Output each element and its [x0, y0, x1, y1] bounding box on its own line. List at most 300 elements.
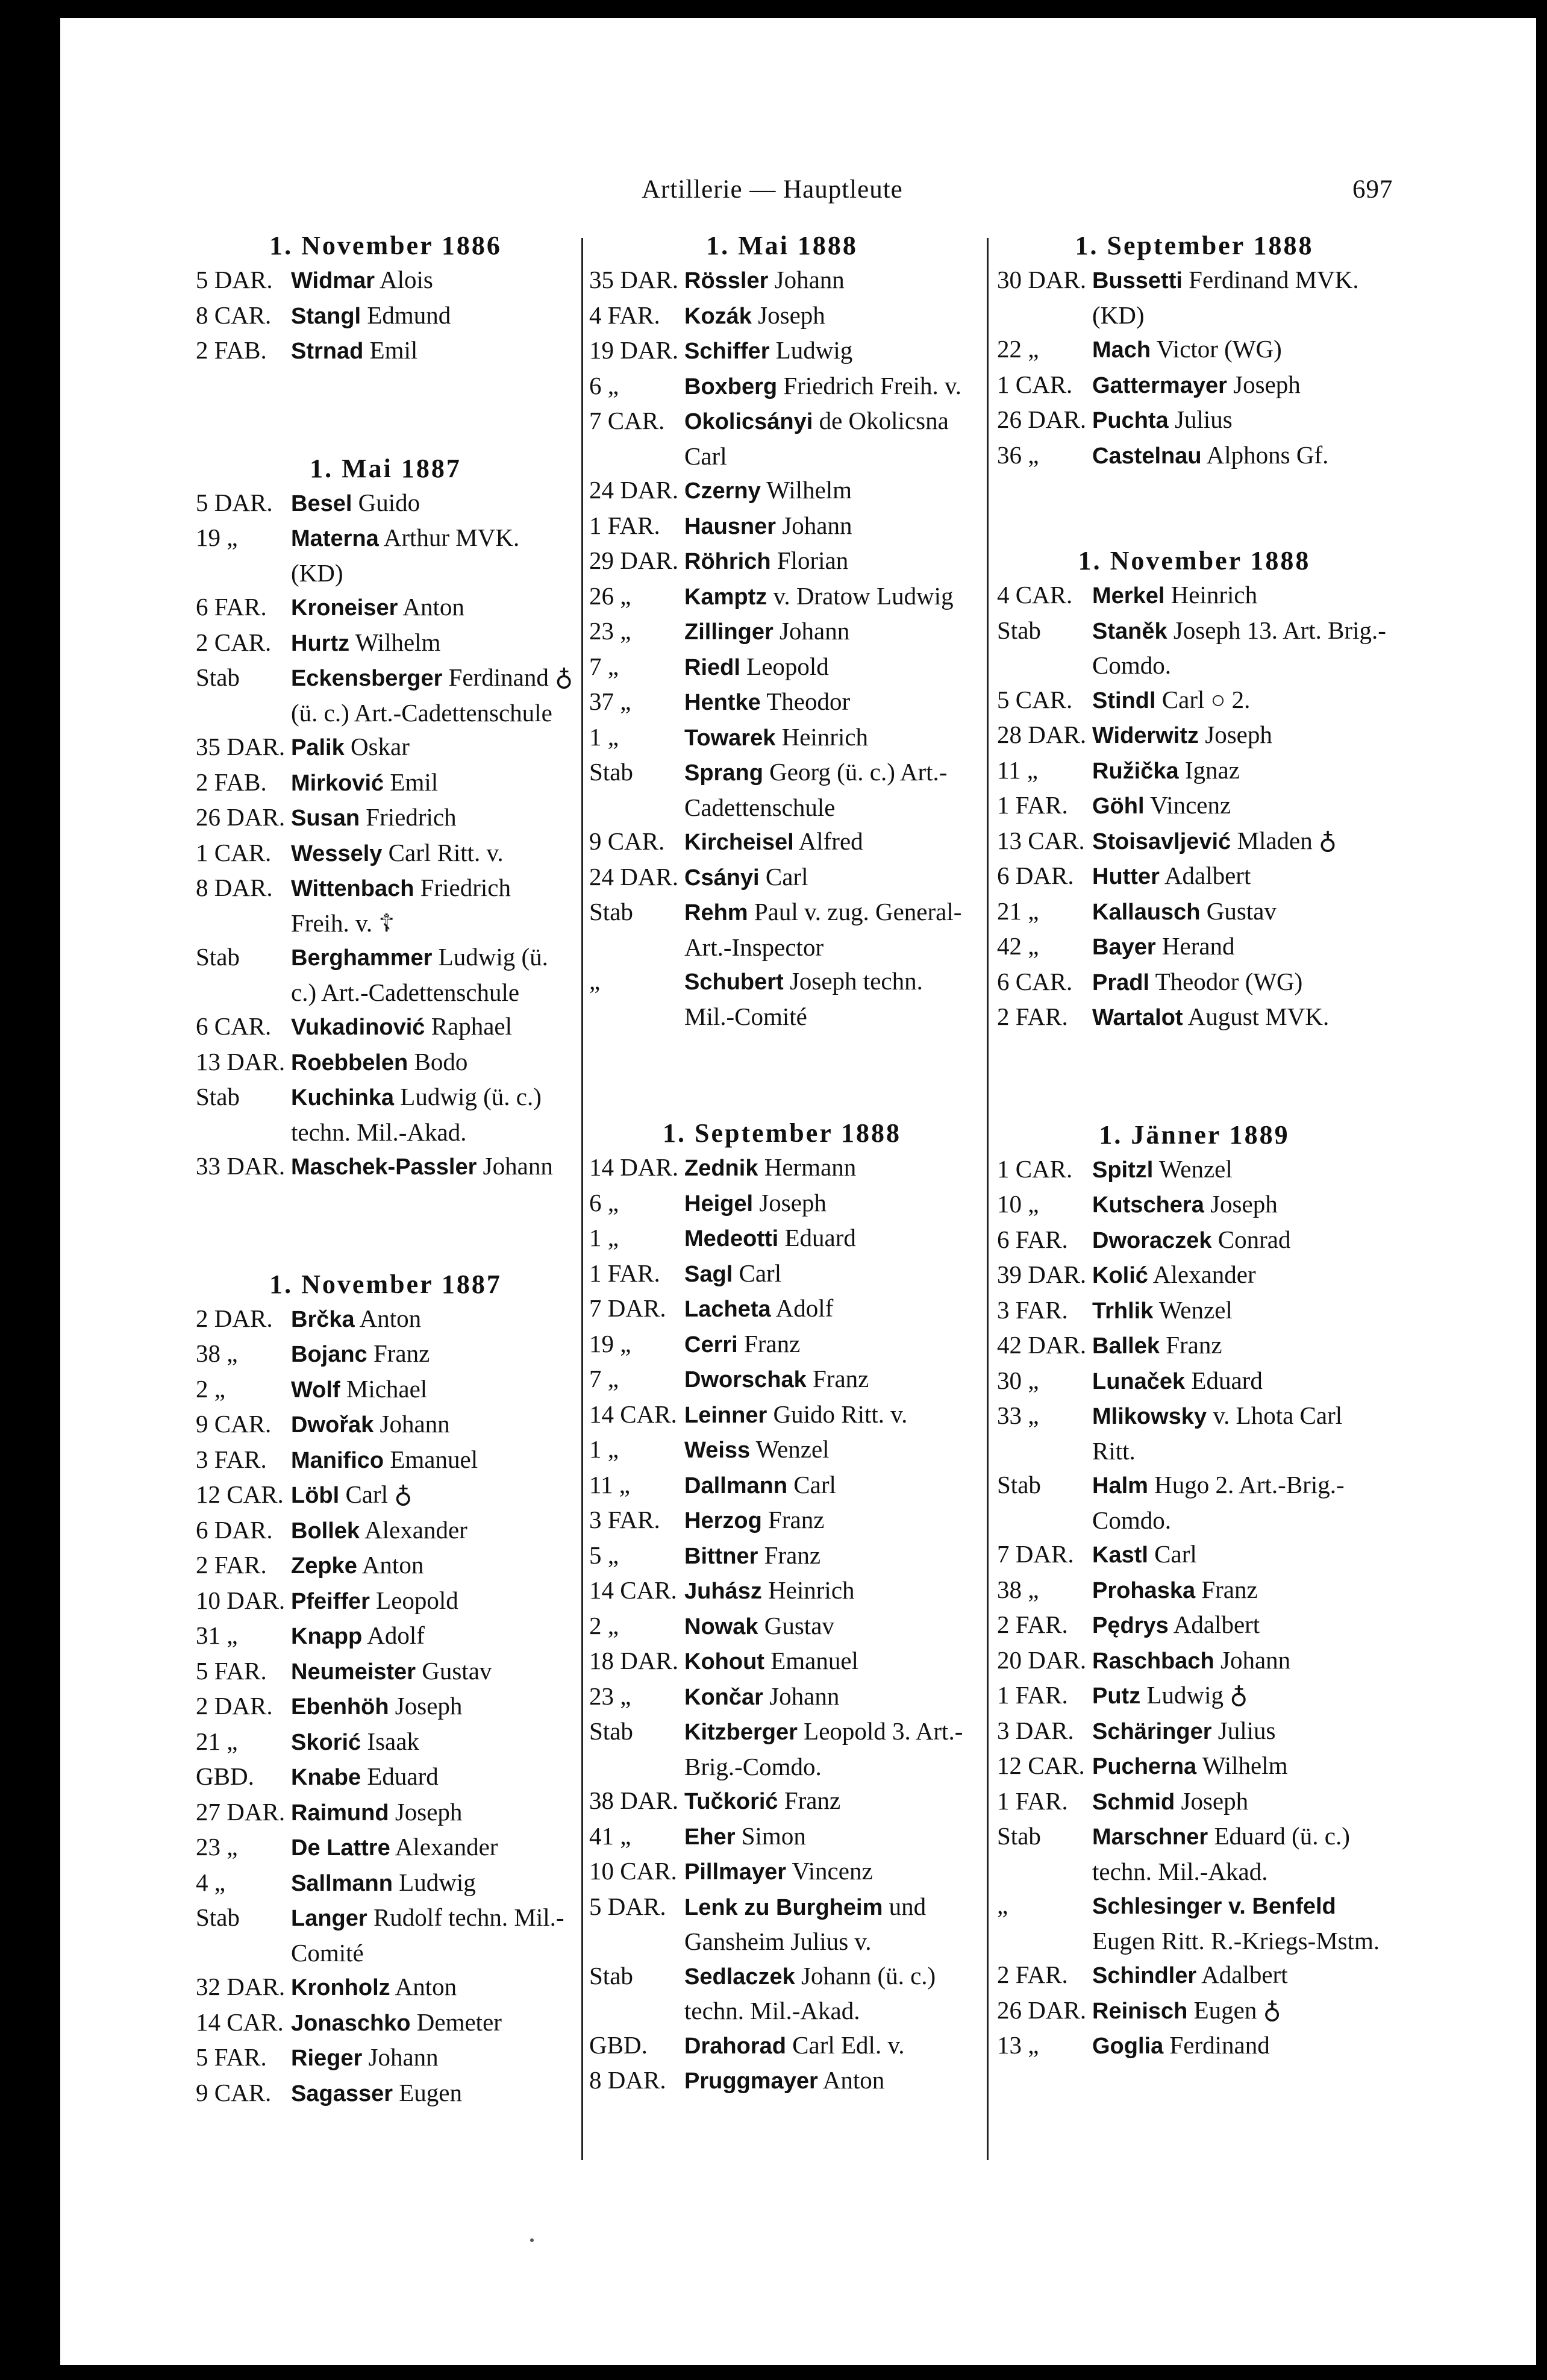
section-heading: 1. November 1888	[1078, 546, 1311, 575]
entry-given-name: Franz	[373, 1339, 430, 1367]
entry-surname: Eckensberger	[291, 666, 443, 691]
entry-list	[196, 263, 575, 369]
entry-text	[684, 404, 975, 473]
entry-unit: 23 „	[589, 1682, 631, 1710]
entry-text	[291, 1513, 575, 1549]
entry-surname: Schlesinger v. Benfeld	[1092, 1894, 1336, 1919]
entry-surname: Langer	[291, 1906, 367, 1931]
entry-text	[291, 486, 575, 521]
roster-entry	[196, 1045, 575, 1080]
entry-text	[291, 1654, 575, 1689]
entry-unit: 1 FAR.	[997, 1787, 1068, 1815]
entry-given-name: Adalbert	[1164, 862, 1251, 889]
entry-given-name: Leopold 3. Art.-Brig.-Comdo.	[684, 1717, 963, 1780]
roster-entry	[196, 1149, 575, 1185]
entry-text	[1092, 1714, 1392, 1749]
entry-given-name: Mladen ♁	[1237, 826, 1337, 854]
entry-text	[1092, 438, 1392, 474]
entry-given-name: Heinrich	[768, 1576, 855, 1604]
entry-unit: 2 FAR.	[196, 1551, 267, 1579]
roster-entry	[589, 1890, 975, 1959]
roster-entry	[196, 2040, 575, 2076]
entry-text	[291, 333, 575, 369]
entry-unit: 2 DAR.	[196, 1692, 273, 1720]
entry-given-name: Gustav	[764, 1611, 834, 1639]
entry-unit: 4 FAR.	[589, 301, 660, 329]
entry-text	[684, 509, 975, 544]
entry-given-name: Joseph	[759, 1188, 827, 1217]
roster-entry	[997, 1223, 1392, 1258]
roster-entry	[589, 1819, 975, 1855]
entry-text	[1092, 368, 1392, 403]
entry-text	[684, 298, 975, 334]
entry-text	[1092, 1398, 1392, 1468]
roster-entry	[196, 1477, 575, 1513]
entry-given-name: Wenzel	[755, 1435, 830, 1463]
entry-surname: Knapp	[291, 1624, 363, 1649]
entry-text	[1092, 1000, 1392, 1035]
entry-unit: 19 „	[196, 524, 238, 551]
entry-text	[684, 1186, 975, 1221]
entry-given-name: Friedrich	[366, 803, 457, 831]
roster-entry	[997, 1993, 1392, 2029]
entry-text	[291, 1759, 575, 1795]
roster-entry	[589, 824, 975, 860]
entry-given-name: Bodo	[414, 1047, 468, 1076]
entry-given-name: Johann	[782, 511, 852, 539]
entry-text	[684, 1327, 975, 1362]
entry-given-name: Johann	[780, 617, 850, 645]
entry-unit: 24 DAR.	[589, 476, 679, 504]
entry-unit: Stab	[997, 616, 1041, 644]
roster-entry	[196, 836, 575, 871]
roster-entry	[997, 788, 1392, 824]
entry-given-name: Ferdinand ♁ (ü. c.) Art.-Cadettenschule	[291, 663, 573, 727]
entry-given-name: Ludwig (ü. c.) techn. Mil.-Akad.	[291, 1083, 542, 1146]
roster-entry	[589, 650, 975, 685]
roster-entry	[997, 1537, 1392, 1573]
entry-text	[684, 684, 975, 720]
entry-text	[1092, 1257, 1392, 1293]
entry-unit: 23 „	[589, 617, 631, 645]
entry-surname: Prohaska	[1092, 1577, 1196, 1603]
entry-unit: 3 FAR.	[196, 1445, 267, 1473]
entry-given-name: Joseph	[1205, 721, 1272, 748]
entry-surname: Bayer	[1092, 935, 1156, 960]
entry-unit: 5 DAR.	[589, 1892, 666, 1920]
entry-given-name: Eduard	[367, 1762, 439, 1790]
roster-entry	[196, 521, 575, 590]
entry-unit: 33 „	[997, 1401, 1039, 1429]
entry-unit: 5 CAR.	[997, 685, 1073, 713]
roster-entry	[589, 509, 975, 544]
entry-given-name: Eduard	[1191, 1366, 1263, 1394]
entry-unit: 42 „	[997, 932, 1039, 960]
entry-unit: 9 CAR.	[196, 2078, 272, 2106]
entry-unit: GBD.	[589, 2031, 648, 2059]
entry-given-name: Vincenz	[792, 1857, 873, 1885]
entry-given-name: Emil	[390, 768, 439, 796]
entry-text	[291, 1970, 575, 2005]
entry-surname: De Lattre	[291, 1835, 390, 1861]
entry-list	[589, 263, 975, 1033]
section-heading: 1. November 1886	[269, 231, 502, 260]
entry-surname: Schubert	[684, 969, 784, 995]
roster-entry	[196, 1830, 575, 1865]
section-heading: 1. Jänner 1889	[1099, 1120, 1290, 1150]
section-heading: 1. September 1888	[1075, 231, 1314, 260]
entry-text	[1092, 965, 1392, 1000]
entry-unit: 2 „	[196, 1374, 225, 1403]
entry-unit: 1 FAR.	[589, 1259, 660, 1287]
column-2	[589, 229, 975, 2099]
roster-entry	[997, 965, 1392, 1000]
entry-unit: 7 „	[589, 1365, 619, 1392]
entry-given-name: Gustav	[1206, 897, 1277, 925]
entry-surname: Kircheisel	[684, 830, 794, 855]
entry-unit: 24 DAR.	[589, 862, 679, 891]
entry-text	[684, 1679, 975, 1715]
entry-surname: Tučkorić	[684, 1789, 778, 1814]
entry-text	[684, 1573, 975, 1609]
entry-unit: 2 CAR.	[196, 628, 272, 656]
section-heading: 1. Mai 1888	[706, 231, 858, 260]
entry-surname: Stindl	[1092, 687, 1156, 713]
roster-entry	[997, 1364, 1392, 1399]
entry-surname: Manifico	[291, 1447, 384, 1473]
roster-entry	[997, 402, 1392, 438]
entry-text	[1092, 1784, 1392, 1820]
entry-unit: 28 DAR.	[997, 721, 1087, 748]
entry-unit: 38 „	[997, 1575, 1039, 1603]
entry-surname: Skorić	[291, 1729, 361, 1755]
entry-text	[1092, 1608, 1392, 1643]
entry-surname: Neumeister	[291, 1659, 416, 1685]
roster-entry	[589, 895, 975, 964]
entry-text	[684, 824, 975, 860]
entry-unit: Stab	[589, 758, 633, 786]
entry-unit: 29 DAR.	[589, 546, 679, 574]
entry-surname: Zepke	[291, 1553, 357, 1579]
roster-entry	[196, 590, 575, 625]
entry-surname: Herzog	[684, 1508, 762, 1533]
roster-entry	[997, 1398, 1392, 1468]
entry-given-name: Gustav	[422, 1656, 492, 1685]
roster-entry	[589, 964, 975, 1033]
entry-unit: 30 DAR.	[997, 266, 1087, 293]
entry-text	[291, 1795, 575, 1830]
entry-unit: 3 FAR.	[997, 1295, 1068, 1324]
roster-entry	[997, 578, 1392, 613]
entry-given-name: Franz	[743, 1329, 801, 1358]
roster-entry	[997, 1328, 1392, 1364]
entry-given-name: Friedrich Freih. v. ☦	[291, 874, 511, 937]
entry-given-name: Heinrich	[781, 722, 869, 751]
roster-entry	[196, 800, 575, 836]
entry-surname: Berghammer	[291, 945, 433, 971]
column-1	[196, 229, 575, 2111]
entry-unit: 14 DAR.	[589, 1153, 679, 1181]
entry-given-name: Arthur MVK. (KD)	[291, 524, 520, 587]
entry-unit: Stab	[997, 1822, 1041, 1850]
entry-unit: 9 CAR.	[589, 827, 665, 855]
entry-text	[291, 800, 575, 836]
entry-unit: 21 „	[997, 897, 1039, 925]
entry-given-name: Conrad	[1217, 1225, 1291, 1253]
entry-text	[1092, 1364, 1392, 1399]
entry-surname: Sedlaczek	[684, 1964, 795, 1990]
entry-surname: Csányi	[684, 865, 760, 891]
roster-entry	[589, 684, 975, 720]
entry-given-name: Oskar	[350, 733, 410, 760]
roster-entry	[196, 1759, 575, 1795]
entry-given-name: Guido Ritt. v.	[773, 1400, 908, 1428]
entry-text	[684, 1783, 975, 1819]
roster-entry	[997, 859, 1392, 894]
entry-surname: Sprang	[684, 760, 763, 786]
entry-unit: 8 DAR.	[589, 2066, 666, 2094]
entry-surname: Juhász	[684, 1579, 762, 1604]
entry-text	[291, 871, 575, 940]
roster-entry	[589, 333, 975, 369]
entry-text	[684, 1291, 975, 1327]
entry-text	[684, 1538, 975, 1574]
entry-given-name: Carl	[793, 1470, 836, 1498]
entry-surname: Hurtz	[291, 630, 350, 656]
entry-given-name: Wilhelm	[1202, 1752, 1288, 1779]
entry-text	[684, 720, 975, 756]
entry-unit: 6 FAR.	[997, 1225, 1068, 1253]
roster-entry	[196, 730, 575, 765]
entry-given-name: Edmund	[367, 301, 451, 329]
entry-surname: Rehm	[684, 900, 748, 925]
entry-given-name: Herand	[1161, 932, 1235, 960]
entry-text	[1092, 2028, 1392, 2064]
entry-given-name: Isaak	[367, 1727, 419, 1755]
entry-text	[684, 543, 975, 579]
entry-unit: 11 „	[589, 1470, 630, 1498]
entry-surname: Röhrich	[684, 549, 771, 574]
entry-text	[684, 1256, 975, 1292]
entry-unit: 26 DAR.	[997, 1996, 1087, 2024]
entry-surname: Raschbach	[1092, 1648, 1214, 1674]
entry-surname: Bojanc	[291, 1342, 367, 1367]
entry-text	[1092, 1993, 1392, 2029]
entry-surname: Gattermayer	[1092, 372, 1227, 398]
entry-unit: 6 DAR.	[997, 862, 1074, 889]
entry-unit: Stab	[196, 1083, 240, 1110]
entry-surname: Roebbelen	[291, 1050, 408, 1076]
roster-entry	[589, 2063, 975, 2099]
entry-given-name: Joseph 13. Art. Brig.-Comdo.	[1092, 616, 1386, 679]
roster-entry	[196, 1583, 575, 1619]
entry-given-name: Alexander	[364, 1515, 467, 1544]
entry-unit: 4 „	[196, 1868, 225, 1896]
entry-surname: Wessely	[291, 841, 383, 866]
entry-surname: Kohout	[684, 1649, 764, 1674]
roster-entry	[196, 1970, 575, 2005]
entry-text	[1092, 1888, 1392, 1958]
entry-surname: Kozák	[684, 303, 752, 329]
column-divider	[987, 238, 989, 2160]
roster-entry	[196, 2076, 575, 2111]
roster-entry	[589, 1327, 975, 1362]
entry-unit: 20 DAR.	[997, 1646, 1087, 1674]
entry-surname: Dworaczek	[1092, 1227, 1212, 1253]
entry-unit: 2 FAR.	[997, 1961, 1068, 1988]
entry-given-name: Leopold	[376, 1586, 458, 1614]
roster-entry	[589, 1256, 975, 1292]
roster-entry	[589, 1150, 975, 1186]
entry-unit: 27 DAR.	[196, 1797, 286, 1826]
entry-surname: Halm	[1092, 1473, 1148, 1498]
entry-given-name: Joseph techn. Mil.-Comité	[684, 967, 923, 1030]
entry-given-name: Carl Edl. v.	[792, 2031, 905, 2059]
entry-given-name: Joseph	[758, 301, 825, 329]
entry-unit: 38 „	[196, 1339, 238, 1367]
entry-surname: Lunaček	[1092, 1368, 1186, 1394]
entry-given-name: Wenzel	[1158, 1295, 1233, 1324]
entry-text	[291, 263, 575, 298]
entry-unit: 21 „	[196, 1727, 238, 1755]
entry-unit: 6 FAR.	[196, 593, 267, 621]
entry-unit: 6 DAR.	[196, 1515, 273, 1544]
entry-text	[291, 1080, 575, 1149]
entry-text	[291, 521, 575, 590]
roster-entry	[196, 1689, 575, 1724]
roster-entry	[589, 1503, 975, 1538]
entry-unit: „	[589, 967, 601, 995]
entry-text	[291, 1407, 575, 1442]
roster-entry	[997, 1714, 1392, 1749]
roster-entry	[997, 1643, 1392, 1679]
entry-text	[684, 1397, 975, 1433]
entry-surname: Heigel	[684, 1191, 754, 1217]
entry-unit: 41 „	[589, 1821, 631, 1850]
scan-speck	[530, 2238, 534, 2242]
entry-surname: Pfeiffer	[291, 1588, 370, 1614]
entry-given-name: Theodor	[766, 687, 851, 715]
roster-entry	[997, 332, 1392, 368]
section-heading: 1. Mai 1887	[310, 453, 461, 483]
entry-given-name: Franz	[764, 1541, 821, 1569]
roster-entry	[997, 894, 1392, 930]
entry-text	[684, 263, 975, 298]
entry-text	[291, 2076, 575, 2111]
roster-entry	[997, 1257, 1392, 1293]
book-binding-edge	[0, 0, 60, 2380]
entry-unit: 6 „	[589, 371, 619, 399]
entry-surname: Reinisch	[1092, 1998, 1188, 2024]
entry-given-name: Ignaz	[1184, 756, 1240, 784]
entry-given-name: Eugen ♁	[1193, 1996, 1281, 2024]
entry-given-name: Ludwig ♁	[1146, 1681, 1248, 1709]
roster-entry	[997, 1468, 1392, 1537]
roster-entry	[589, 1221, 975, 1256]
entry-unit: 5 DAR.	[196, 266, 273, 293]
entry-surname: Brčka	[291, 1306, 355, 1332]
entry-unit: 38 DAR.	[589, 1787, 679, 1814]
entry-unit: 1 CAR.	[997, 1154, 1073, 1183]
roster-entry	[589, 1397, 975, 1433]
entry-unit: 2 FAR.	[997, 1611, 1068, 1638]
entry-given-name: Franz	[784, 1787, 841, 1814]
entry-given-name: Leopold	[746, 652, 829, 680]
roster-entry	[589, 1573, 975, 1609]
entry-unit: 1 FAR.	[589, 511, 660, 539]
entry-unit: 6 „	[589, 1188, 619, 1217]
entry-unit: 9 CAR.	[196, 1410, 272, 1438]
entry-unit: 5 FAR.	[196, 1656, 267, 1685]
entry-given-name: Alexander	[1152, 1260, 1256, 1288]
entry-given-name: Emil	[369, 336, 418, 364]
entry-surname: Okolicsányi	[684, 409, 813, 434]
entry-surname: Wartalot	[1092, 1005, 1183, 1030]
entry-given-name: Joseph	[1210, 1190, 1278, 1218]
section-heading: 1. September 1888	[662, 1118, 902, 1148]
section-heading: 1. November 1887	[269, 1269, 502, 1299]
entry-surname: Lacheta	[684, 1297, 771, 1322]
entry-given-name: Hermann	[764, 1153, 857, 1181]
entry-unit: 13 CAR.	[997, 826, 1085, 854]
entry-given-name: Joseph	[1233, 370, 1301, 398]
entry-unit: 31 „	[196, 1621, 238, 1649]
entry-unit: 2 FAR.	[997, 1003, 1068, 1030]
entry-unit: 35 DAR.	[196, 733, 286, 760]
entry-text	[1092, 1223, 1392, 1258]
entry-given-name: v. Lhota Carl Ritt.	[1092, 1401, 1343, 1465]
entry-surname: Towarek	[684, 725, 776, 751]
entry-unit: 1 FAR.	[997, 1681, 1068, 1709]
roster-entry	[196, 1442, 575, 1478]
entry-given-name: Franz	[1166, 1331, 1222, 1359]
roster-entry	[196, 1900, 575, 1970]
roster-entry	[589, 1468, 975, 1503]
roster-entry	[997, 1749, 1392, 1784]
entry-text	[1092, 1537, 1392, 1573]
entry-text	[1092, 718, 1392, 753]
roster-entry	[589, 1432, 975, 1468]
entry-surname: Dallmann	[684, 1473, 788, 1498]
roster-entry	[589, 2028, 975, 2064]
entry-surname: Castelnau	[1092, 443, 1202, 469]
entry-surname: Boxberg	[684, 374, 778, 399]
roster-entry	[196, 298, 575, 334]
entry-list	[997, 263, 1392, 473]
entry-surname: Riedl	[684, 654, 740, 680]
entry-surname: Kallausch	[1092, 899, 1201, 925]
entry-unit: Stab	[997, 1471, 1041, 1498]
entry-given-name: Carl	[739, 1259, 782, 1287]
entry-unit: 2 DAR.	[196, 1304, 273, 1332]
entry-text	[684, 614, 975, 650]
entry-unit: 1 „	[589, 722, 619, 751]
entry-unit: 10 DAR.	[196, 1586, 286, 1614]
entry-text	[291, 2040, 575, 2076]
roster-entry	[196, 2005, 575, 2041]
entry-surname: Pillmayer	[684, 1859, 786, 1885]
roster-entry	[997, 1819, 1392, 1888]
entry-text	[291, 940, 575, 1009]
entry-surname: Jonaschko	[291, 2010, 411, 2036]
entry-text	[291, 625, 575, 661]
entry-text	[684, 579, 975, 615]
entry-text	[291, 1830, 575, 1865]
entry-surname: Wolf	[291, 1377, 340, 1403]
entry-surname: Pucherna	[1092, 1754, 1197, 1779]
entry-unit: Stab	[196, 1903, 240, 1931]
entry-unit: 18 DAR.	[589, 1647, 679, 1674]
